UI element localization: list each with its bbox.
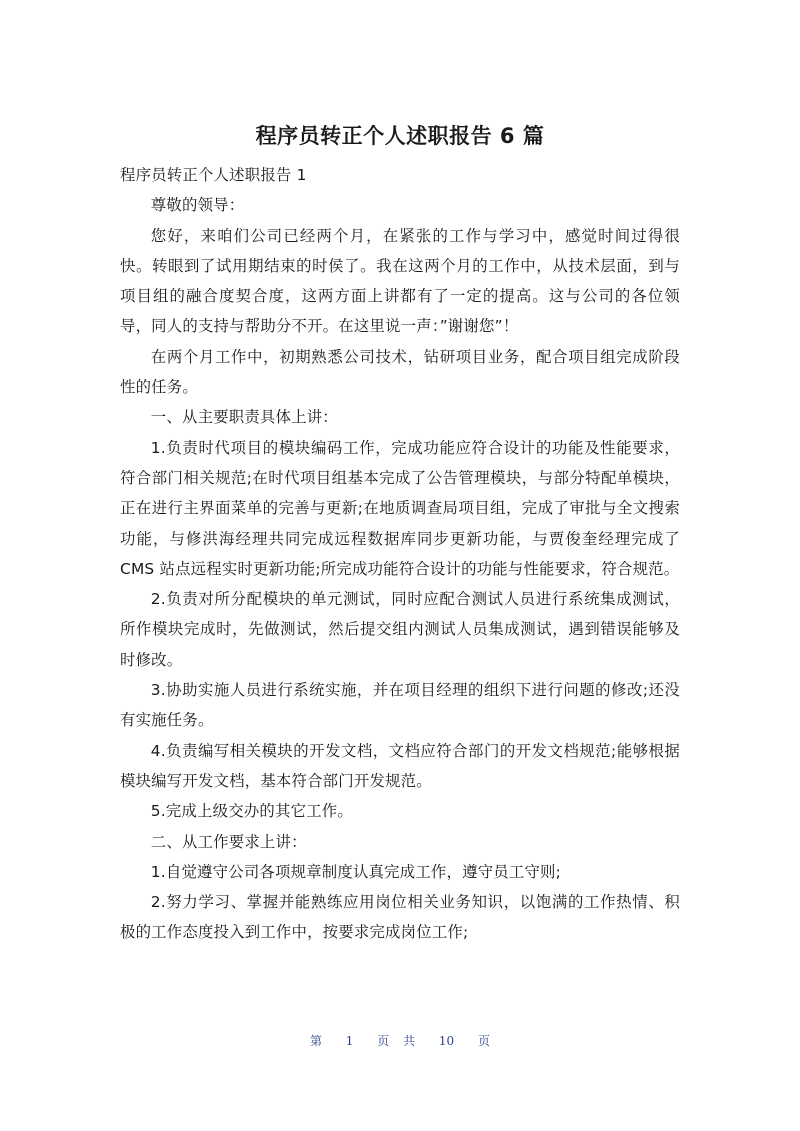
paragraph-duty-3: 3.协助实施人员进行系统实施，并在项目经理的组织下进行问题的修改;还没有实施任务。 bbox=[120, 681, 680, 730]
paragraph-duty-2: 2.负责对所分配模块的单元测试，同时应配合测试人员进行系统集成测试，所作模块完成时，先做测试，然后提交组内测试人员集成测试，遇到错误能够及时修改。 bbox=[120, 590, 680, 669]
document-body bbox=[120, 160, 680, 948]
page-footer bbox=[0, 1032, 800, 1049]
section-heading: 程序员转正个人述职报告 1 bbox=[120, 166, 307, 184]
paragraph-duty-5: 5.完成上级交办的其它工作。 bbox=[150, 802, 353, 821]
paragraph-duty-4: 4.负责编写相关模块的开发文档，文档应符合部门的开发文档规范;能够根据模块编写开发文档，基本符合部门开发规范。 bbox=[120, 741, 680, 790]
footer-middle: 页 共 bbox=[377, 1034, 416, 1048]
paragraph-requirement-1: 1.自觉遵守公司各项规章制度认真完成工作，遵守员工守则; bbox=[150, 862, 562, 881]
paragraph-overview: 在两个月工作中，初期熟悉公司技术，钻研项目业务，配合项目组完成阶段性的任务。 bbox=[120, 347, 680, 397]
footer-total-pages: 10 bbox=[438, 1034, 455, 1048]
paragraph-salutation: 尊敬的领导： bbox=[150, 196, 245, 215]
paragraph-intro: 您好，来咱们公司已经两个月，在紧张的工作与学习中，感觉时间过得很快。转眼到了试用期结束的时侯了。我在这两个月的工作中，从技术层面，到与项目组的融合度契合度，这两方面上讲都有了一定的提高。这与公司的各位领导，同人的支持与帮助分不开。在这里说一声：”谢谢您”！ bbox=[120, 226, 680, 336]
footer-suffix: 页 bbox=[478, 1034, 491, 1048]
heading-duties: 一、从主要职责具体上讲： bbox=[150, 408, 338, 427]
heading-requirements: 二、从工作要求上讲： bbox=[150, 832, 307, 851]
footer-prefix: 第 bbox=[309, 1034, 322, 1048]
footer-current-page: 1 bbox=[345, 1034, 354, 1048]
document-title: 程序员转正个人述职报告 6 篇 bbox=[255, 124, 545, 148]
paragraph-duty-1: 1.负责时代项目的模块编码工作，完成功能应符合设计的功能及性能要求，符合部门相关规范;在时代项目组基本完成了公告管理模块，与部分特配单模块，正在进行主界面菜单的完善与更新;在地质调查局项目组，完成了审批与全文搜索功能，与修洪海经理共同完成远程数据库同步更新功能，与贾俊奎经理完成了 CMS 站点远程实时更新功能;所完成功能符合设计的功能与性能要求，符合规范。 bbox=[120, 438, 680, 578]
paragraph-requirement-2: 2.努力学习、掌握并能熟练应用岗位相关业务知识，以饱满的工作热情、积极的工作态度投入到工作中，按要求完成岗位工作; bbox=[120, 893, 680, 942]
